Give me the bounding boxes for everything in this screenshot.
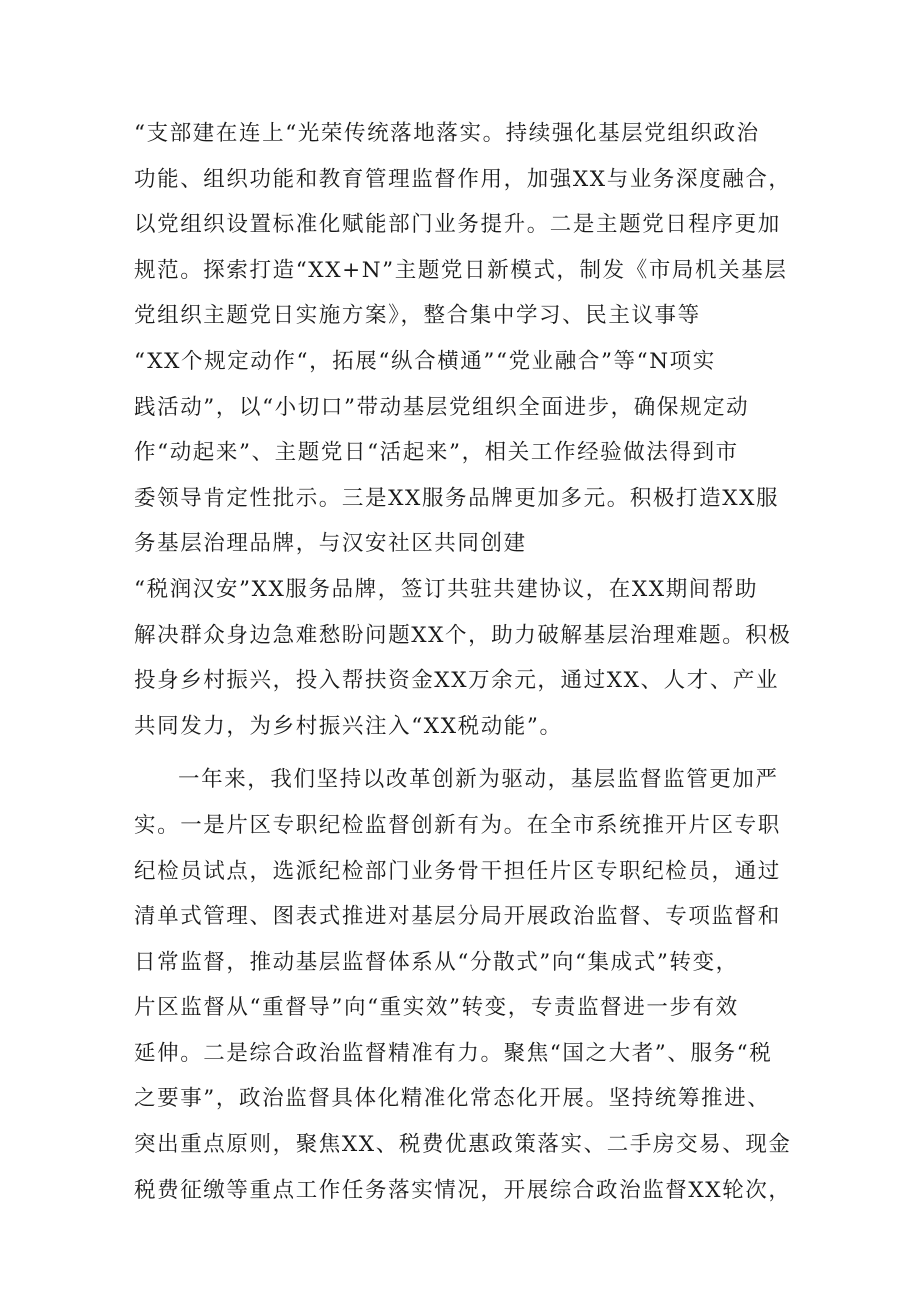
paragraph-line: 实。一是片区专职纪检监督创新有为。在全市系统推开片区专职 (134, 812, 781, 838)
paragraph-line: 解决群众身边急难愁盼问题XX个，助力破解基层治理难题。积极 (134, 622, 792, 648)
paragraph-1 (134, 111, 814, 749)
paragraph-2 (134, 757, 814, 1213)
paragraph-line: 投身乡村振兴，投入帮扶资金XX万余元，通过XX、人才、产业 (134, 668, 780, 694)
paragraph-line: 功能、组织功能和教育管理监督作用，加强XX与业务深度融合， (134, 166, 792, 192)
paragraph-line: 之要事”，政治监督具体化精准化常态化开展。坚持统筹推进、 (134, 1086, 771, 1112)
paragraph-line: 片区监督从“重督导”向“重实效”转变，专责监督进一步有效 (134, 995, 739, 1021)
paragraph-line: “税润汉安”XX服务品牌，签订共驻共建协议，在XX期间帮助 (134, 576, 759, 602)
paragraph-gap (134, 749, 814, 757)
paragraph-line: 务基层治理品牌，与汉安社区共同创建 (134, 531, 527, 557)
paragraph-line: 税费征缴等重点工作任务落实情况，开展综合政治监督XX轮次， (134, 1177, 792, 1203)
paragraph-line: 纪检员试点，选派纪检部门业务骨干担任片区专职纪检员，通过 (134, 858, 781, 884)
paragraph-line: 突出重点原则，聚焦XX、税费优惠政策落实、二手房交易、现金 (134, 1132, 792, 1158)
paragraph-line: “支部建在连上“光荣传统落地落实。持续强化基层党组织政治 (134, 121, 760, 146)
paragraph-line: 日常监督，推动基层监督体系从“分散式”向“集成式”转变， (134, 949, 739, 975)
paragraph-line: 委领导肯定性批示。三是XX服务品牌更加多元。积极打造XX服 (134, 485, 780, 511)
paragraph-line: 清单式管理、图表式推进对基层分局开展政治监督、专项监督和 (134, 904, 781, 930)
paragraph-line: “XX个规定动作“，拓展“纵合横通”“党业融合”等“N项实 (134, 348, 716, 374)
paragraph-line: 共同发力，为乡村振兴注入“XX税动能”。 (134, 713, 563, 739)
paragraph-line: 规范。探索打造“XX+N”主题党日新模式，制发《市局机关基层 (134, 257, 788, 283)
paragraph-line: 一年来，我们坚持以改革创新为驱动，基层监督监管更加严 (178, 767, 779, 793)
paragraph-line: 作“动起来”、主题党日“活起来”，相关工作经验做法得到市 (134, 440, 739, 466)
document-body (134, 111, 814, 1213)
paragraph-line: 以党组织设置标准化赋能部门业务提升。二是主题党日程序更加 (134, 212, 781, 238)
paragraph-line: 践活动”，以“小切口”带动基层党组织全面进步，确保规定动 (134, 394, 750, 420)
paragraph-line: 延伸。二是综合政治监督精准有力。聚焦“国之大者”、服务“税 (134, 1040, 773, 1066)
paragraph-line: 党组织主题党日实施方案》，整合集中学习、民主议事等 (134, 303, 701, 329)
